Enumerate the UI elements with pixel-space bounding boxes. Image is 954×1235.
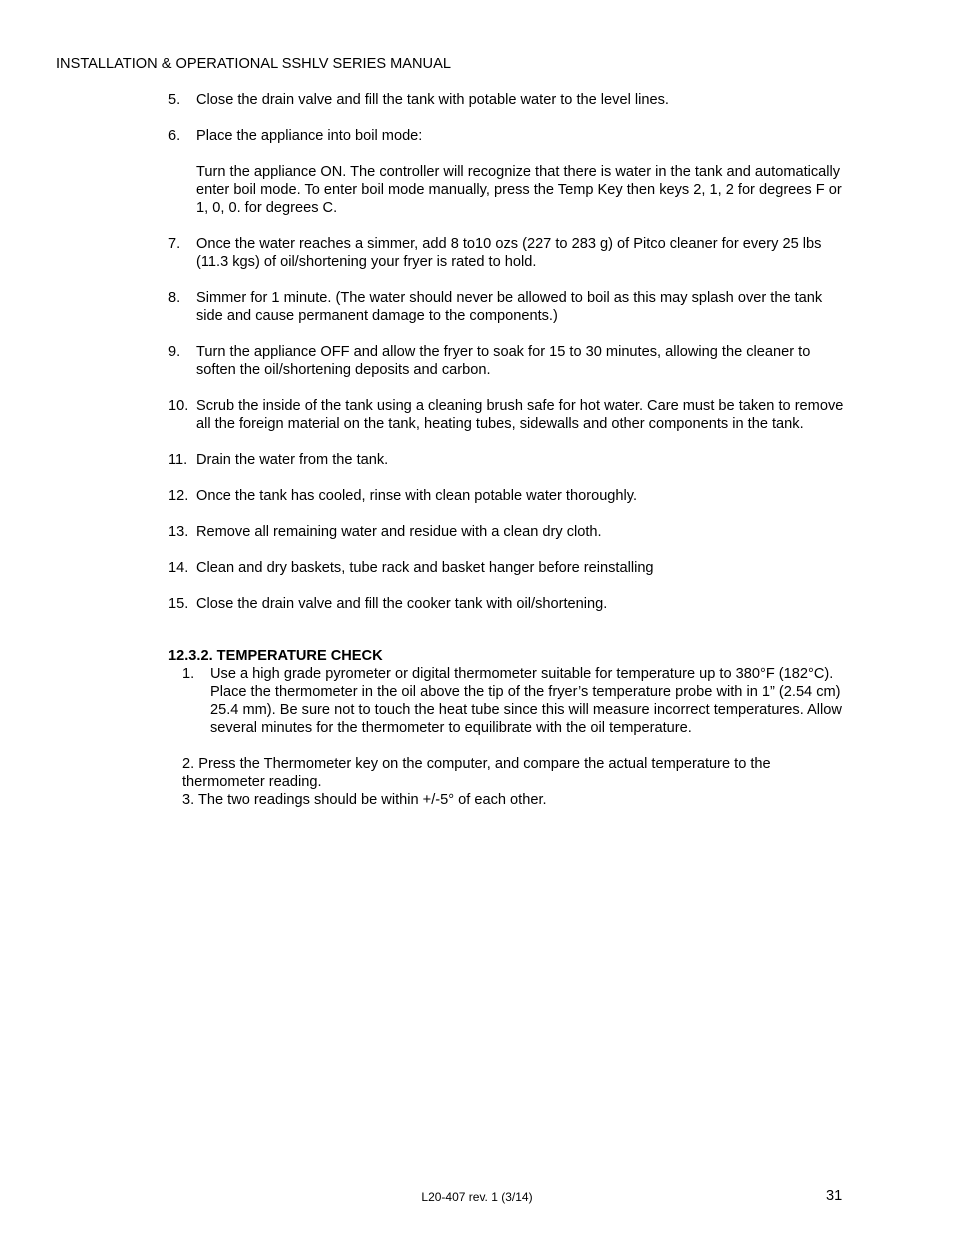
step-number: 11.: [168, 452, 188, 468]
step-number: 1.: [182, 666, 195, 682]
step-text: Drain the water from the tank.: [196, 452, 389, 468]
step-number: 5.: [168, 92, 181, 108]
page-header: INSTALLATION & OPERATIONAL SSHLV SERIES MANUAL: [56, 56, 451, 72]
step-text: Scrub the inside of the tank using a cleaning brush safe for hot water. Care must be taken to remove all the foreign material on the tank, heating tubes, sidewalls and other components in the tank.: [196, 398, 844, 432]
list-item: [168, 127, 848, 217]
step-text: 3. The two readings should be within +/-5° of each other.: [182, 792, 547, 808]
step-text: Place the appliance into boil mode:: [196, 128, 423, 144]
page-number: 31: [826, 1188, 843, 1204]
step-number: 12.: [168, 488, 189, 504]
cleaning-steps-list: [168, 91, 848, 631]
document-revision-code: L20-407 rev. 1 (3/14): [421, 1190, 533, 1204]
step-text: Clean and dry baskets, tube rack and basket hanger before reinstalling: [196, 560, 654, 576]
step-number: 7.: [168, 236, 181, 252]
list-item: [168, 397, 848, 433]
step-detail-text: Turn the appliance ON. The controller will recognize that there is water in the tank and automatically enter boil mode. To enter boil mode manually, press the Temp Key then keys 2, 1, 2 for degrees F or 1, 0, 0. for degrees C.: [196, 164, 842, 216]
step-number: 14.: [168, 560, 189, 576]
step-number: 10.: [168, 398, 189, 414]
step-text: 2. Press the Thermometer key on the computer, and compare the actual temperature to the thermometer reading.: [182, 756, 771, 790]
step-text: Turn the appliance OFF and allow the fryer to soak for 15 to 30 minutes, allowing the cleaner to soften the oil/shortening deposits and carbon.: [196, 344, 811, 378]
step-text: Once the tank has cooled, rinse with clean potable water thoroughly.: [196, 488, 638, 504]
temperature-check-section: [168, 647, 848, 809]
step-text: Once the water reaches a simmer, add 8 to10 ozs (227 to 283 g) of Pitco cleaner for every 25 lbs (11.3 kgs) of oil/shortening your fryer is rated to hold.: [196, 236, 822, 270]
step-text: Close the drain valve and fill the tank with potable water to the level lines.: [196, 92, 669, 108]
list-item: [168, 91, 848, 109]
list-item: [168, 665, 848, 737]
step-text: Remove all remaining water and residue with a clean dry cloth.: [196, 524, 602, 540]
step-text: Simmer for 1 minute. (The water should never be allowed to boil as this may splash over the tank side and cause permanent damage to the components.): [196, 290, 823, 324]
list-item: [168, 289, 848, 325]
list-item: [168, 595, 848, 613]
step-number: 6.: [168, 128, 181, 144]
step-text: Use a high grade pyrometer or digital thermometer suitable for temperature up to 380°F (182°C). Place the thermometer in the oil above the tip of the fryer’s temperature probe with in 1” (2.54 cm) 25.4 mm). Be sure not to touch the heat tube since this will measure incorrect temperatures. Allow several minutes for the thermometer to equilibrate with the oil temperature.: [210, 666, 842, 736]
list-item: [168, 523, 848, 541]
list-item: [168, 343, 848, 379]
list-item: [168, 559, 848, 577]
step-number: 9.: [168, 344, 181, 360]
step-text: Close the drain valve and fill the cooker tank with oil/shortening.: [196, 596, 608, 612]
step-number: 15.: [168, 596, 189, 612]
list-item: [168, 235, 848, 271]
list-item: [168, 451, 848, 469]
step-number: 8.: [168, 290, 181, 306]
list-item: [168, 487, 848, 505]
section-heading: 12.3.2. TEMPERATURE CHECK: [168, 648, 383, 664]
step-number: 13.: [168, 524, 189, 540]
